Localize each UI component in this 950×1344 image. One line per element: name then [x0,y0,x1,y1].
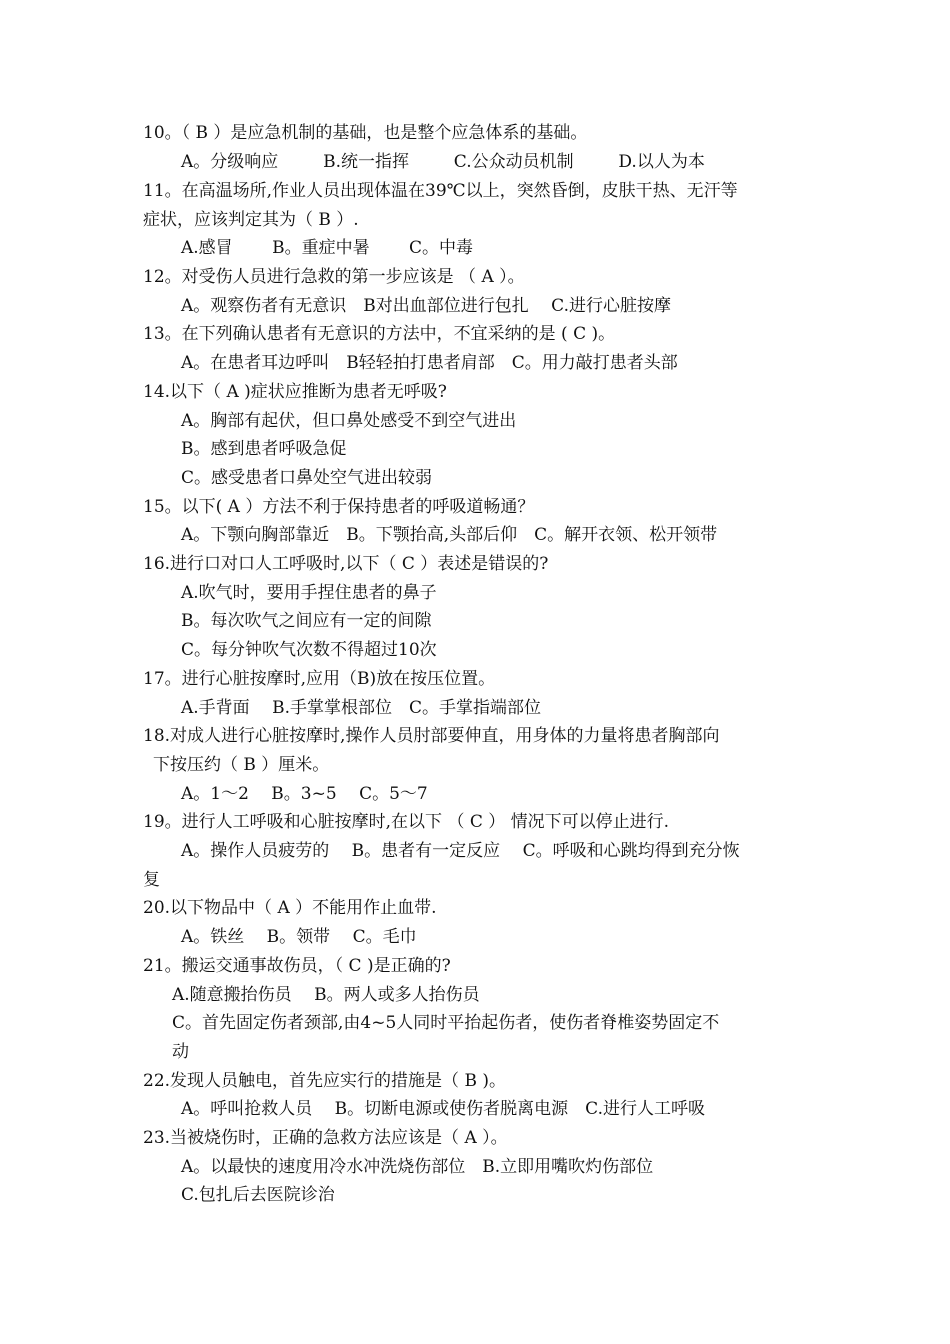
question-18-cont: 下按压约（ B ）厘米。 [153,755,330,775]
question-23: 23.当被烧伤时，正确的急救方法应该是（ A ）。 [143,1128,508,1148]
options-13: A。在患者耳边呼叫 B轻轻拍打患者肩部 C。用力敲打患者头部 [181,353,678,373]
question-22: 22.发现人员触电，首先应实行的措施是（ B )。 [143,1071,506,1091]
question-13: 13。在下列确认患者有无意识的方法中，不宜采纳的是 ( C )。 [143,324,616,344]
option-16-b: B。每次吹气之间应有一定的间隙 [181,611,432,631]
option-14-b: B。感到患者呼吸急促 [181,439,347,459]
options-17: A.手背面 B.手掌掌根部位 C。手掌指端部位 [181,698,541,718]
options-18: A。1～2 B。3~5 C。5～7 [181,784,428,804]
question-10: 10。（ B ）是应急机制的基础，也是整个应急体系的基础。 [143,123,588,143]
question-20: 20.以下物品中（ A ）不能用作止血带. [143,898,437,918]
question-11-cont: 症状，应该判定其为（ B ）. [143,210,359,230]
option-23-c: C.包扎后去医院诊治 [181,1185,335,1205]
question-14: 14.以下（ A )症状应推断为患者无呼吸? [143,382,447,402]
options-11: A.感冒 B。重症中暑 C。中毒 [181,238,473,258]
option-14-a: A。胸部有起伏，但口鼻处感受不到空气进出 [181,411,517,431]
question-19: 19。进行人工呼吸和心脏按摩时,在以下 （ C ） 情况下可以停止进行. [143,812,670,832]
question-21: 21。搬运交通事故伤员，（ C )是正确的? [143,956,451,976]
options-12: A。观察伤者有无意识 B对出血部位进行包扎 C.进行心脏按摩 [181,296,671,316]
question-11: 11。在高温场所,作业人员出现体温在39℃以上，突然昏倒，皮肤干热、无汗等 [143,181,738,201]
options-22: A。呼叫抢救人员 B。切断电源或使伤者脱离电源 C.进行人工呼吸 [181,1099,705,1119]
option-16-a: A.吹气时，要用手捏住患者的鼻子 [181,583,437,603]
question-17: 17。进行心脏按摩时,应用（B)放在按压位置。 [143,669,496,689]
option-21-c-cont: 动 [172,1042,189,1062]
question-12: 12。对受伤人员进行急救的第一步应该是 （ A ）。 [143,267,525,287]
option-23-ab: A。以最快的速度用冷水冲洗烧伤部位 B.立即用嘴吹灼伤部位 [181,1157,654,1177]
options-10: A。分级响应 B.统一指挥 C.公众动员机制 D.以人为本 [181,152,705,172]
option-14-c: C。感受患者口鼻处空气进出较弱 [181,468,433,488]
option-16-c: C。每分钟吹气次数不得超过10次 [181,640,437,660]
question-18: 18.对成人进行心脏按摩时,操作人员肘部要伸直，用身体的力量将患者胸部向 [143,726,720,746]
options-19: A。操作人员疲劳的 B。患者有一定反应 C。呼吸和心跳均得到充分恢 [181,841,740,861]
options-19-cont: 复 [143,870,160,890]
option-21-c: C。首先固定伤者颈部,由4~5人同时平抬起伤者，使伤者脊椎姿势固定不 [172,1013,720,1033]
question-15: 15。以下( A ）方法不利于保持患者的呼吸道畅通？ [143,497,535,517]
options-20: A。铁丝 B。领带 C。毛巾 [181,927,417,947]
question-16: 16.进行口对口人工呼吸时,以下（ C ）表述是错误的? [143,554,549,574]
options-15: A。下颚向胸部靠近 B。下颚抬高,头部后仰 C。解开衣领、松开领带 [181,525,718,545]
option-21-ab: A.随意搬抬伤员 B。两人或多人抬伤员 [172,985,480,1005]
